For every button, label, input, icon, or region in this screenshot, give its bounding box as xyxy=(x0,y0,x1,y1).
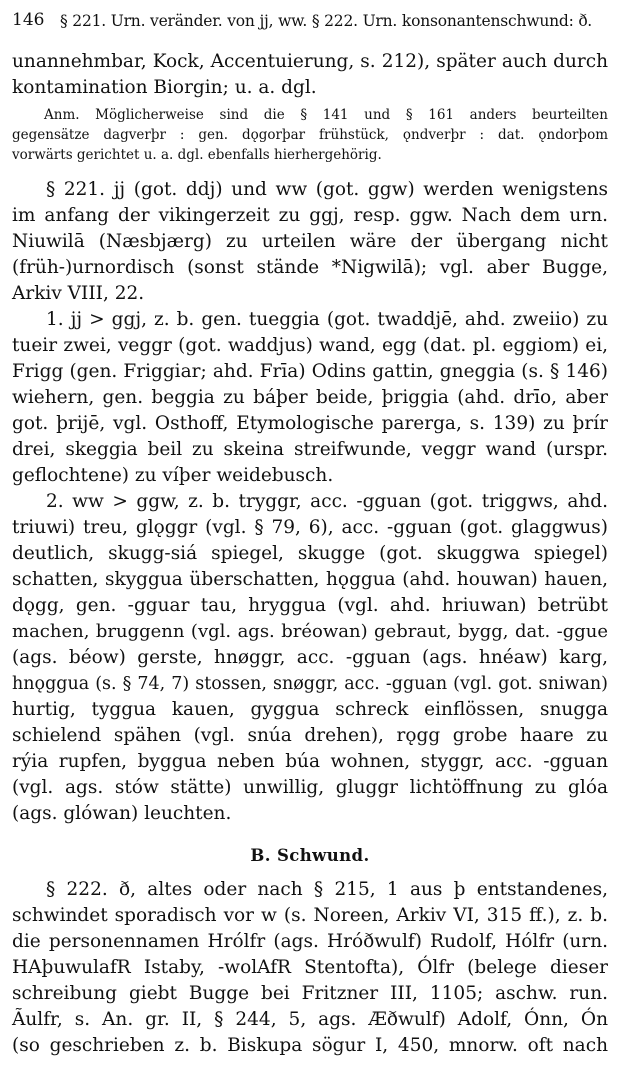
text-line: Arkiv VIII, 22. xyxy=(12,283,145,304)
text-line: geflochtene) zu víþer weidebusch. xyxy=(12,465,334,486)
text-line: Niuwilā (Næsbjærg) zu urteilen wäre der übergang nicht xyxy=(12,231,608,252)
text-line: (ags. béow) gerste, hnøggr, acc. -gguan (ags. hnéaw) karg, xyxy=(12,647,608,668)
text-line: tueir zwei, veggr (got. waddjus) wand, egg (dat. pl. eggiom) ei, xyxy=(12,335,608,356)
text-line: schielend spähen (vgl. snúa drehen), rǫgg grobe haare zu xyxy=(12,725,608,746)
text-line: (ags. glówan) leuchten. xyxy=(12,803,232,824)
text-line: deutlich, skugg-siá spiegel, skugge (got. skuggwa spiegel) xyxy=(12,543,608,564)
text-line: wiehern, gen. beggia zu báþer beide, þriggia (ahd. drīo, aber xyxy=(12,387,608,408)
text-line: dǫgg, gen. -gguar tau, hryggua (vgl. ahd. hriuwan) betrübt xyxy=(12,595,608,616)
text-line: (so geschrieben z. b. Biskupa sögur I, 450, mnorw. oft nach xyxy=(12,1035,608,1056)
text-line: drei, skeggia beil zu skeina streifwunde, veggr wand (urspr. xyxy=(12,439,608,460)
text-line: Ãulfr, s. An. gr. II, § 244, 5, ags. Æðwulf) Adolf, Ónn, Ón xyxy=(12,1009,608,1030)
text-line: (vgl. ags. stów stätte) unwillig, gluggr lichtöffnung zu glóa xyxy=(12,777,608,798)
note-line: vorwärts gerichtet u. a. dgl. ebenfalls hierhergehörig. xyxy=(12,147,382,163)
text-line: die personennamen Hrólfr (ags. Hróðwulf) Rudolf, Hólfr (urn. xyxy=(12,931,608,952)
text-line: schwindet sporadisch vor w (s. Noreen, Arkiv VI, 315 ff.), z. b. xyxy=(12,905,608,926)
text-line: hnǫggua (s. § 74, 7) stossen, snøggr, acc. -gguan (vgl. got. sniwan) xyxy=(12,674,608,694)
text-line: machen, bruggenn (vgl. ags. bréowan) gebraut, bygg, dat. -ggue xyxy=(12,621,608,642)
text-line: HAþuwulafR Istaby, -wolAfR Stentofta), Ólfr (belege dieser xyxy=(12,957,608,978)
text-line: hurtig, tyggua kauen, gyggua schreck einflössen, snugga xyxy=(12,699,608,720)
note-line: gegensätze dagverþr : gen. dǫgorþar frühstück, ǫndverþr : dat. ǫndorþom xyxy=(12,127,608,143)
section-heading: B. Schwund. xyxy=(250,846,370,865)
text-line: Frigg (gen. Friggiar; ahd. Frīa) Odins gattin, gneggia (s. § 146) xyxy=(12,361,608,382)
text-line: § 222. ð, altes oder nach § 215, 1 aus þ entstandenes, xyxy=(46,879,608,900)
page-number: 146 xyxy=(12,10,45,30)
text-line: 2. ww > ggw, z. b. tryggr, acc. -gguan (got. triggws, ahd. xyxy=(46,491,608,512)
text-line: rýia rupfen, byggua neben búa wohnen, styggr, acc. -gguan xyxy=(12,751,608,772)
text-line: (früh-)urnordisch (sonst stände *Nigwilā); vgl. aber Bugge, xyxy=(12,257,608,278)
text-line: 1. jj > ggj, z. b. gen. tueggia (got. twaddjē, ahd. zweiio) zu xyxy=(46,309,608,330)
text-line: unannehmbar, Kock, Accentuierung, s. 212), später auch durch xyxy=(12,51,608,72)
note-line: Anm. Möglicherweise sind die § 141 und § 161 anders beurteilten xyxy=(44,107,608,123)
text-line: schreibung giebt Bugge bei Fritzner III, 1105; aschw. run. xyxy=(12,983,608,1004)
text-line: im anfang der vikingerzeit zu ggj, resp. ggw. Nach dem urn. xyxy=(12,205,608,226)
text-line: § 221. jj (got. ddj) und ww (got. ggw) werden wenigstens xyxy=(46,179,608,200)
page-header xyxy=(12,10,612,36)
text-line: got. þrijē, vgl. Osthoff, Etymologische parerga, s. 139) zu þrír xyxy=(12,413,608,434)
running-head: § 221. Urn. veränder. von jj, ww. § 222. Urn. konsonantenschwund: ð. xyxy=(60,12,592,30)
text-line: schatten, skyggua überschatten, hǫggua (ahd. houwan) hauen, xyxy=(12,569,608,590)
text-line: kontamination Biorgin; u. a. dgl. xyxy=(12,77,317,98)
text-line: triuwi) treu, glǫggr (vgl. § 79, 6), acc. -gguan (got. glaggwus) xyxy=(12,517,608,538)
